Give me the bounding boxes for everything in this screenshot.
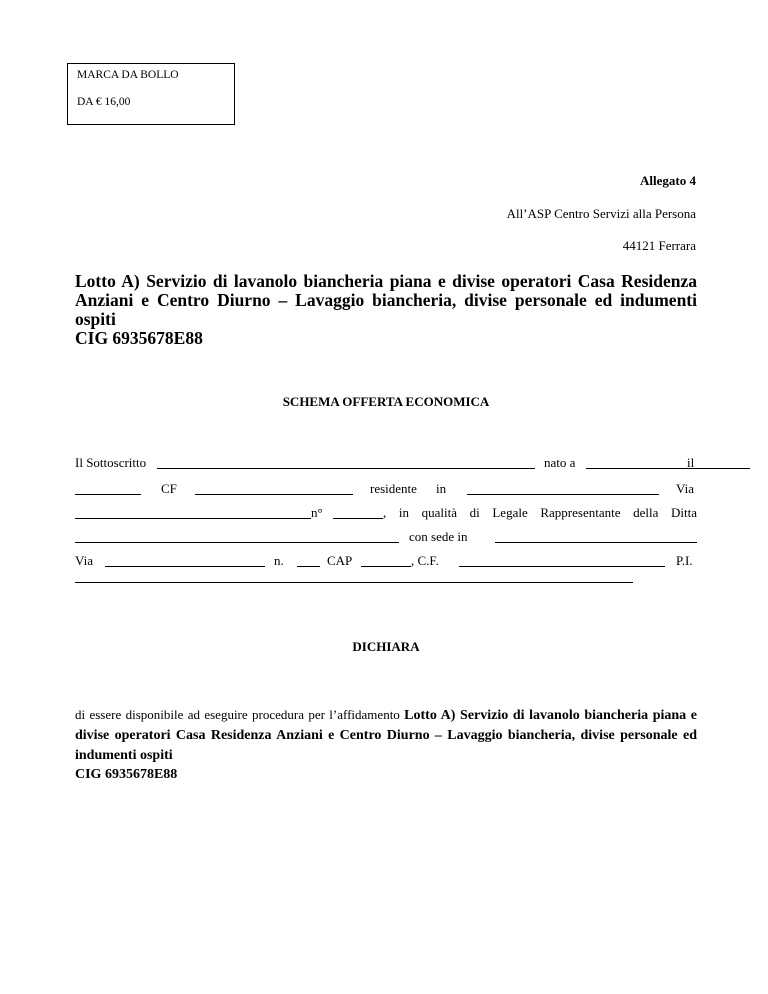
- numero-label: n°: [311, 505, 323, 520]
- qualita-label: , in qualità di Legale Rappresentante della Ditta: [383, 505, 697, 520]
- numero-field[interactable]: [333, 518, 383, 519]
- nato-label: nato a: [544, 455, 576, 470]
- sede-field[interactable]: [495, 542, 697, 543]
- declaration-intro: di essere disponibile ad eseguire procedura per l’affidamento: [75, 707, 405, 722]
- cf-label: CF: [161, 481, 177, 496]
- cf2-label: , C.F.: [411, 553, 439, 568]
- stamp-box: [67, 63, 235, 125]
- declaration-paragraph: [75, 705, 697, 784]
- form-row-2: [75, 481, 697, 499]
- date-field[interactable]: [75, 494, 141, 495]
- pi-field[interactable]: [75, 582, 633, 583]
- recipient-city: 44121 Ferrara: [622, 238, 696, 253]
- section-title: SCHEMA OFFERTA ECONOMICA: [282, 394, 490, 409]
- form-row-4: [75, 529, 697, 547]
- nato-field[interactable]: [586, 468, 750, 469]
- sottoscritto-field[interactable]: [157, 468, 535, 469]
- sottoscritto-label: Il Sottoscritto: [75, 455, 147, 470]
- cf-field[interactable]: [195, 494, 353, 495]
- via2-label: Via: [75, 553, 93, 568]
- form-row-6: [75, 569, 697, 587]
- cap-field[interactable]: [361, 566, 411, 567]
- cap-label: CAP: [327, 553, 353, 568]
- n-field[interactable]: [297, 566, 320, 567]
- via-field[interactable]: [75, 518, 311, 519]
- residenza-field[interactable]: [467, 494, 659, 495]
- ditta-field[interactable]: [75, 542, 399, 543]
- via-label: Via: [676, 481, 694, 496]
- title-cig: CIG 6935678E88: [75, 328, 203, 348]
- il-label: il: [687, 455, 695, 470]
- n-label: n.: [274, 553, 284, 568]
- allegato-label: Allegato 4: [640, 173, 696, 188]
- form-row-1: [75, 455, 697, 473]
- declaration-lot: Lotto A) Servizio di lavanolo biancheria piana e divise operatori Casa Residenza Anziani e Centro Diurno – Lavaggio biancheria, divise personale ed indumenti ospiti: [75, 708, 697, 763]
- declaration-cig: CIG 6935678E88: [75, 767, 178, 782]
- sede-label: con sede in: [409, 529, 468, 544]
- residente-label: residente: [370, 481, 417, 496]
- form-row-3: [75, 505, 697, 523]
- pi-label: P.I.: [676, 553, 693, 568]
- title-text: Lotto A) Servizio di lavanolo biancheria piana e divise operatori Casa Residenza Anziani e Centro Diurno – Lavaggio biancheria, divise personale ed indumenti ospiti: [75, 271, 697, 329]
- in-label: in: [436, 481, 447, 496]
- stamp-label: MARCA DA BOLLO: [77, 69, 179, 81]
- recipient-address: All’ASP Centro Servizi alla Persona: [506, 206, 696, 221]
- via2-field[interactable]: [105, 566, 265, 567]
- declaration-title: DICHIARA: [352, 639, 420, 654]
- stamp-amount: DA € 16,00: [77, 95, 131, 108]
- cf2-field[interactable]: [459, 566, 665, 567]
- document-title: [75, 272, 697, 348]
